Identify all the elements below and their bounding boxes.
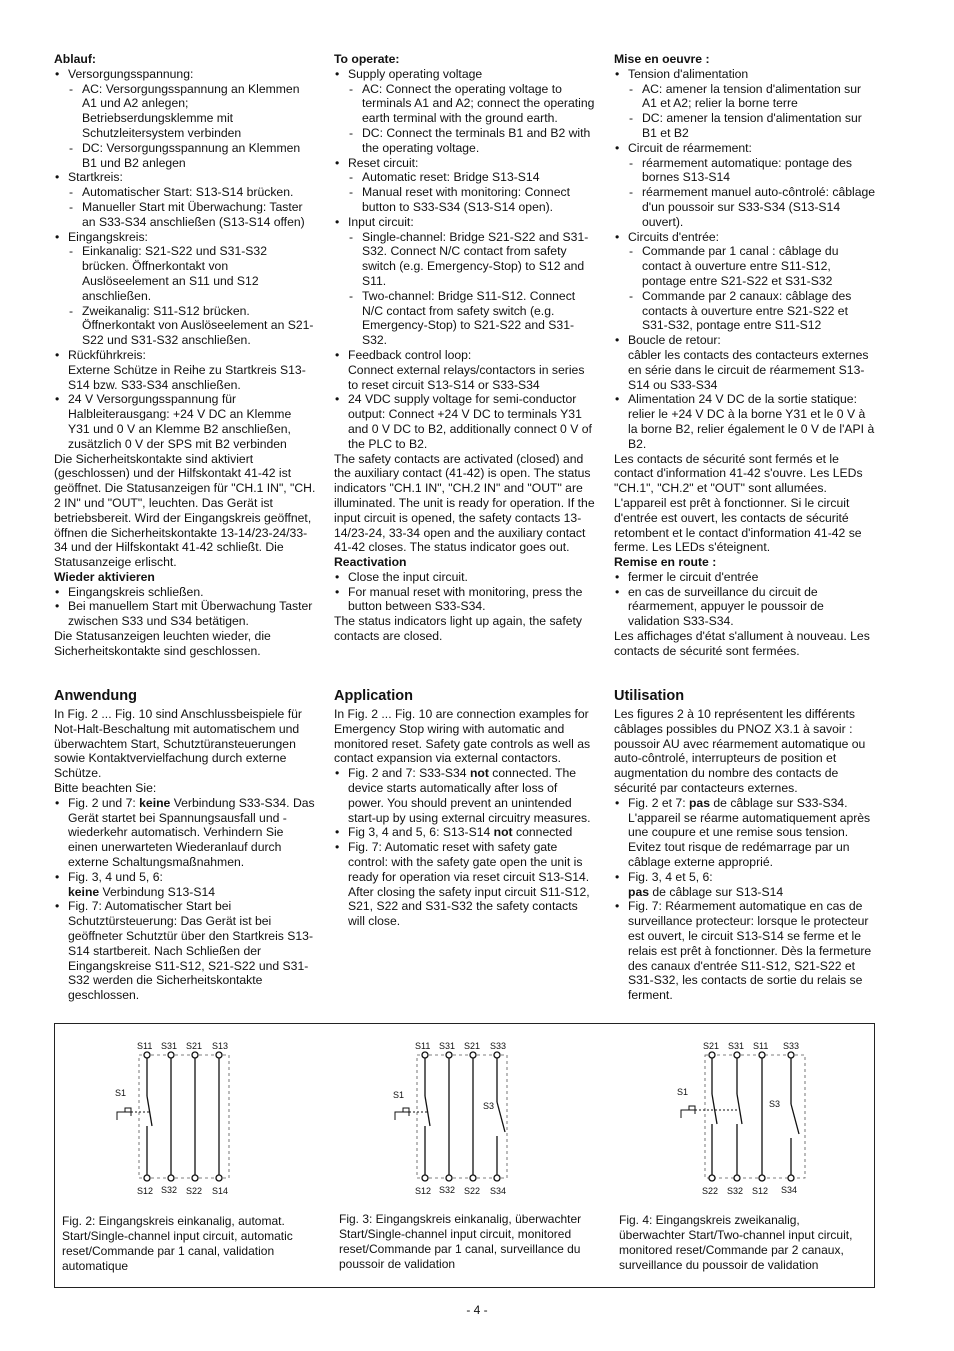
list-item: - DC: Versorgungsspannung an Klemmen B1 und B2 anlegen <box>68 141 316 171</box>
figure-3 <box>333 1024 606 1287</box>
pin-label: S32 <box>439 1185 456 1195</box>
pin-label: S11 <box>753 1041 769 1051</box>
paragraph: The status indicators light up again, the safety contacts are closed. <box>334 614 582 644</box>
pin-label: S22 <box>186 1186 203 1196</box>
wiring-diagram-fig3 <box>333 1024 606 1214</box>
pin-label: S12 <box>752 1186 769 1196</box>
list-item: - Zweikanalig: S11-S12 brücken. Öffnerkontakt von Auslöseelement an S21-S22 und S31-S32 anschließen. <box>68 304 316 348</box>
paragraph: Les contacts de sécurité sont fermés et le contact d'information 41-42 s'ouvre. Les LEDs "CH.1", "CH.2" et "OUT" sont allumées. L'appareil est prêt à fonctionner. Si le circuit d'entrée est ouvert, les contacts de sécurité retombent et le contact d'information 41-42 se ferme. Les LEDs s'éteignent. <box>614 451 863 555</box>
list-item: • Eingangskreis schließen. <box>54 585 316 600</box>
pin-label: S33 <box>490 1041 507 1051</box>
pin-label: S31 <box>439 1041 456 1051</box>
pin-label: S11 <box>415 1041 431 1051</box>
paragraph: Les figures 2 à 10 représentent les différents câblages possibles du PNOZ X3.1 à savoir : poussoir AU avec réarmement automatique ou auto-côntrolé, interrupteurs de position et augmentation du nombre des contacts de sécurité par contacteurs externes. <box>614 707 866 795</box>
list-item: • Fig. 2 und 7: keine Verbindung S33-S34. Das Gerät startet bei Spannungsausfall und -wiederkehr automatisch. Verhindern Sie einen unerwarteten Wiederanlauf durch externe Schaltungsmaßnahmen. <box>54 796 316 870</box>
german-application-section <box>54 687 316 1003</box>
list-item: • Fig. 2 et 7: pas de câblage sur S33-S34. L'appareil se réarme automatiquement après une coupure et une remise sous tension. Evitez tout risque de redémarrage par un câblage externe approprié. <box>614 796 876 870</box>
list-item: - Commande par 2 canaux: câblage des contacts à ouverture entre S21-S22 et S31-S32, pontage entre S11-S12 <box>628 289 876 333</box>
paragraph: Die Statusanzeigen leuchten wieder, die Sicherheitskontakte sind geschlossen. <box>54 629 271 658</box>
wiring-diagram-fig2 <box>55 1024 328 1214</box>
figure-caption: Fig. 4: Eingangskreis zweikanalig, überwachter Start/Two-channel input circuit, monitored reset/Commande par 2 canaux, surveillance du poussoir de validation <box>619 1213 853 1272</box>
list-item: • 24 VDC supply voltage for semi-conductor output: Connect +24 V DC to terminals Y31 and 0 V DC to B2, additionally connect 0 V of the PLC to B2. <box>334 392 596 451</box>
pin-label: S12 <box>415 1186 432 1196</box>
list-item: • Eingangskreis: - Einkanalig: S21-S22 und S31-S32 brücken. Öffnerkontakt von Auslöseelement an S11 und S12 anschließen. - Zweikanalig: S11-S12 brücken. Öffnerkontakt von Auslöseelement an S21-S22 und S31-S32 anschließen. <box>54 230 316 348</box>
switch-label: S3 <box>483 1101 495 1111</box>
section-title: Anwendung <box>54 688 137 704</box>
section-heading: To operate: <box>334 52 400 66</box>
section-heading: Wieder aktivieren <box>54 569 155 584</box>
switch-label: S1 <box>115 1088 127 1098</box>
list-item: • 24 V Versorgungsspannung für Halbleiterausgang: +24 V DC an Klemme Y31 und 0 V an Klemme B2 anschließen, zusätzlich 0 V der SPS mit B2 verbinden <box>54 392 316 451</box>
list-item: • Circuit de réarmement: - réarmement automatique: pontage des bornes S13-S14 - réarmement manuel auto-côntrolé: câblage d'un poussoir sur S33-S34 (S13-S14 ouvert). <box>614 141 876 230</box>
pin-label: S13 <box>212 1041 229 1051</box>
list-item: - DC: amener la tension d'alimentation sur B1 et B2 <box>628 111 876 141</box>
bullet-list <box>54 67 316 452</box>
pin-label: S22 <box>464 1186 481 1196</box>
list-item: • Reset circuit: - Automatic reset: Bridge S13-S14 - Manual reset with monitoring: Connect button to S33-S34 (S13-S14 open). <box>334 156 596 215</box>
list-item: - Commande par 1 canal : câblage du contact à ouverture entre S11-S12, pontage entre S21-S22 et S31-S32 <box>628 244 876 288</box>
list-item: • Close the input circuit. <box>334 570 596 585</box>
list-item: • Fig. 7: Réarmement automatique en cas de surveillance protecteur: lorsque le protecteur est ouvert, le circuit S13-S14 se ferme et le relais est prêt à fonctionner. Dès la fermeture des canaux d'entrée S11-S12, S21-S22 et S31-S32, les contacts de sortie du relais se ferment. <box>614 899 876 1003</box>
section-heading: Remise en route : <box>614 555 717 570</box>
switch-label: S3 <box>769 1099 781 1109</box>
list-item: • Startkreis: - Automatischer Start: S13-S14 brücken. - Manueller Start mit Überwachung: Taster an S33-S34 anschließen (S13-S14 offen) <box>54 170 316 229</box>
paragraph: Bitte beachten Sie: <box>54 780 157 795</box>
section-title: Utilisation <box>614 688 685 704</box>
pin-label: S31 <box>161 1041 178 1051</box>
paragraph: Die Sicherheitskontakte sind aktiviert (geschlossen) und der Hilfskontakt 41-42 ist geöffnet. Die Statusanzeigen für "CH.1 IN", "CH. 2 IN" und "OUT", leuchten. Das Gerät ist betriebsbereit. Wird der Eingangskreis geöffnet, öffnen die Sicherheitskontakte 13-14/23-24/33-34 und der Hilfskontakt 41-42 schließt. Die Statusanzeige erlischt. <box>54 451 316 570</box>
list-item: • Circuits d'entrée: - Commande par 1 canal : câblage du contact à ouverture entre S11-S12, pontage entre S21-S22 et S31-S32 - Commande par 2 canaux: câblage des contacts à ouverture entre S21-S22 et S31-S32, pontage entre S11-S12 <box>614 230 876 334</box>
pin-label: S14 <box>212 1186 229 1196</box>
pin-label: S21 <box>464 1041 481 1051</box>
list-item: • Fig. 3, 4 et 5, 6: pas de câblage sur S13-S14 <box>614 870 876 900</box>
list-item: - réarmement automatique: pontage des bornes S13-S14 <box>628 156 876 186</box>
list-item: - Manual reset with monitoring: Connect button to S33-S34 (S13-S14 open). <box>348 185 596 215</box>
pin-label: S33 <box>783 1041 800 1051</box>
list-item: • Fig. 7: Automatic reset with safety gate control: with the safety gate open the unit is ready for operation via reset circuit S13-S14. After closing the safety input circuit S11-S12, S21, S22 and S31-S32 the safety contacts will close. <box>334 840 596 929</box>
list-item: • Fig. 7: Automatischer Start bei Schutztürsteuerung: Das Gerät ist bei geöffneter Schutztür über den Startkreis S13-S14 startbereit. Nach Schließen der Eingangskreise S11-S12, S21-S22 und S31-S32 werden die Sicherheitskontakte geschlossen. <box>54 899 316 1003</box>
list-item: - Two-channel: Bridge S11-S12. Connect N/C contact from safety switch (e.g. Emergency-Stop) to S21-S22 and S31-S32. <box>348 289 596 348</box>
list-item: • Tension d'alimentation - AC: amener la tension d'alimentation sur A1 et A2; relier la borne terre - DC: amener la tension d'alimentation sur B1 et B2 <box>614 67 876 141</box>
figure-4 <box>613 1024 874 1287</box>
pin-label: S22 <box>702 1186 719 1196</box>
list-item: - AC: amener la tension d'alimentation sur A1 et A2; relier la borne terre <box>628 82 876 112</box>
pin-label: S34 <box>781 1185 798 1195</box>
section-title: Application <box>334 688 413 704</box>
list-item: • Fig 3, 4 and 5, 6: S13-S14 not connected <box>334 825 596 840</box>
list-item: • Bei manuellem Start mit Überwachung Taster zwischen S33 und S34 betätigen. <box>54 599 316 629</box>
list-item: • Alimentation 24 V DC de la sortie statique: relier le +24 V DC à la borne Y31 et le 0 V à la borne B2, relier également le 0 V de l'API à B2. <box>614 392 876 451</box>
section-heading: Mise en oeuvre : <box>614 52 710 66</box>
figures-panel <box>54 1023 875 1288</box>
list-item: - AC: Versorgungsspannung an Klemmen A1 und A2 anlegen; Betriebserdungsklemme mit Schutzleitersystem verbinden <box>68 82 316 141</box>
section-heading: Ablauf: <box>54 52 96 66</box>
list-item: • Feedback control loop: Connect external relays/contactors in series to reset circuit S13-S14 or S33-S34 <box>334 348 596 392</box>
pin-label: S34 <box>490 1186 507 1196</box>
paragraph: In Fig. 2 ... Fig. 10 sind Anschlussbeispiele für Not-Halt-Beschaltung mit automatischem und überwachtem Start, Schutztüransteuerungen sowie Kontaktvervielfachung durch externe Schütze. <box>54 707 302 781</box>
list-item: • en cas de surveillance du circuit de réarmement, appuyer le poussoir de validation S33-S34. <box>614 585 876 629</box>
list-item: - AC: Connect the operating voltage to terminals A1 and A2; connect the operating earth terminal with the ground earth. <box>348 82 596 126</box>
pin-label: S21 <box>703 1041 720 1051</box>
list-item: • For manual reset with monitoring, press the button between S33-S34. <box>334 585 596 615</box>
list-item: - DC: Connect the terminals B1 and B2 with the operating voltage. <box>348 126 596 156</box>
list-item: • Fig. 3, 4 und 5, 6: keine Verbindung S13-S14 <box>54 870 316 900</box>
list-item: • Supply operating voltage - AC: Connect the operating voltage to terminals A1 and A2; connect the operating earth terminal with the ground earth. - DC: Connect the terminals B1 and B2 with the operating voltage. <box>334 67 596 156</box>
list-item: - Single-channel: Bridge S21-S22 and S31-S32. Connect N/C contact from safety switch (e.g. Emergency-Stop) to S12 and S11. <box>348 230 596 289</box>
pin-label: S21 <box>186 1041 203 1051</box>
paragraph: In Fig. 2 ... Fig. 10 are connection examples for Emergency Stop wiring with automatic and monitored reset. Safety gate controls as well as contact expansion via external contactors. <box>334 707 591 766</box>
english-operation-section <box>334 52 596 644</box>
switch-label: S1 <box>677 1087 689 1097</box>
figure-2 <box>55 1024 328 1287</box>
list-item: - Automatischer Start: S13-S14 brücken. <box>68 185 316 200</box>
pin-label: S12 <box>137 1186 154 1196</box>
wiring-diagram-fig4 <box>613 1024 874 1214</box>
paragraph: Les affichages d'état s'allument à nouveau. Les contacts de sécurité sont fermées. <box>614 629 870 658</box>
english-application-section <box>334 687 596 929</box>
switch-label: S1 <box>393 1090 405 1100</box>
figure-caption: Fig. 3: Eingangskreis einkanalig, überwachter Start/Single-channel input circuit, monitored reset/Commande par 1 canal, surveillance du poussoir de validation <box>339 1212 582 1271</box>
list-item: • fermer le circuit d'entrée <box>614 570 876 585</box>
pin-label: S32 <box>161 1185 178 1195</box>
french-operation-section <box>614 52 876 659</box>
german-operation-section <box>54 52 316 659</box>
list-item: - réarmement manuel auto-côntrolé: câblage d'un poussoir sur S33-S34 (S13-S14 ouvert). <box>628 185 876 229</box>
paragraph: The safety contacts are activated (closed) and the auxiliary contact (41-42) is open. The status indicators "CH.1 IN", "CH.2 IN" and "OUT" are illuminated. The unit is ready for operation. If the input circuit is opened, the safety contacts 13-14/23-24, 33-34 open and the auxiliary contact 41-42 closes. The status indicator goes out. <box>334 451 595 555</box>
pin-label: S32 <box>727 1186 744 1196</box>
pin-label: S11 <box>137 1041 153 1051</box>
list-item: - Einkanalig: S21-S22 und S31-S32 brücken. Öffnerkontakt von Auslöseelement an S11 und S12 anschließen. <box>68 244 316 303</box>
list-item: • Boucle de retour: câbler les contacts des contacteurs externes en série dans le circuit de réarmement S13-S14 ou S33-S34 <box>614 333 876 392</box>
section-heading: Reactivation <box>334 555 407 570</box>
list-item: - Automatic reset: Bridge S13-S14 <box>348 170 596 185</box>
pin-label: S31 <box>728 1041 745 1051</box>
figure-caption: Fig. 2: Eingangskreis einkanalig, automat. Start/Single-channel input circuit, automatic reset/Commande par 1 canal, validation automatique <box>62 1214 293 1273</box>
page-number: - 4 - <box>466 1303 488 1317</box>
french-application-section <box>614 687 876 1003</box>
list-item: - Manueller Start mit Überwachung: Taster an S33-S34 anschließen (S13-S14 offen) <box>68 200 316 230</box>
list-item: • Fig. 2 and 7: S33-S34 not connected. The device starts automatically after loss of power. You should prevent an unintended start-up by using external circuitry measures. <box>334 766 596 825</box>
list-item: • Versorgungsspannung: - AC: Versorgungsspannung an Klemmen A1 und A2 anlegen; Betriebserdungsklemme mit Schutzleitersystem verbinden - DC: Versorgungsspannung an Klemmen B1 und B2 anlegen <box>54 67 316 171</box>
list-item: • Rückführkreis: Externe Schütze in Reihe zu Startkreis S13-S14 bzw. S33-S34 anschließen. <box>54 348 316 392</box>
list-item: • Input circuit: - Single-channel: Bridge S21-S22 and S31-S32. Connect N/C contact from safety switch (e.g. Emergency-Stop) to S12 and S11. - Two-channel: Bridge S11-S12. Connect N/C contact from safety switch (e.g. Emergency-Stop) to S21-S22 and S31-S32. <box>334 215 596 348</box>
